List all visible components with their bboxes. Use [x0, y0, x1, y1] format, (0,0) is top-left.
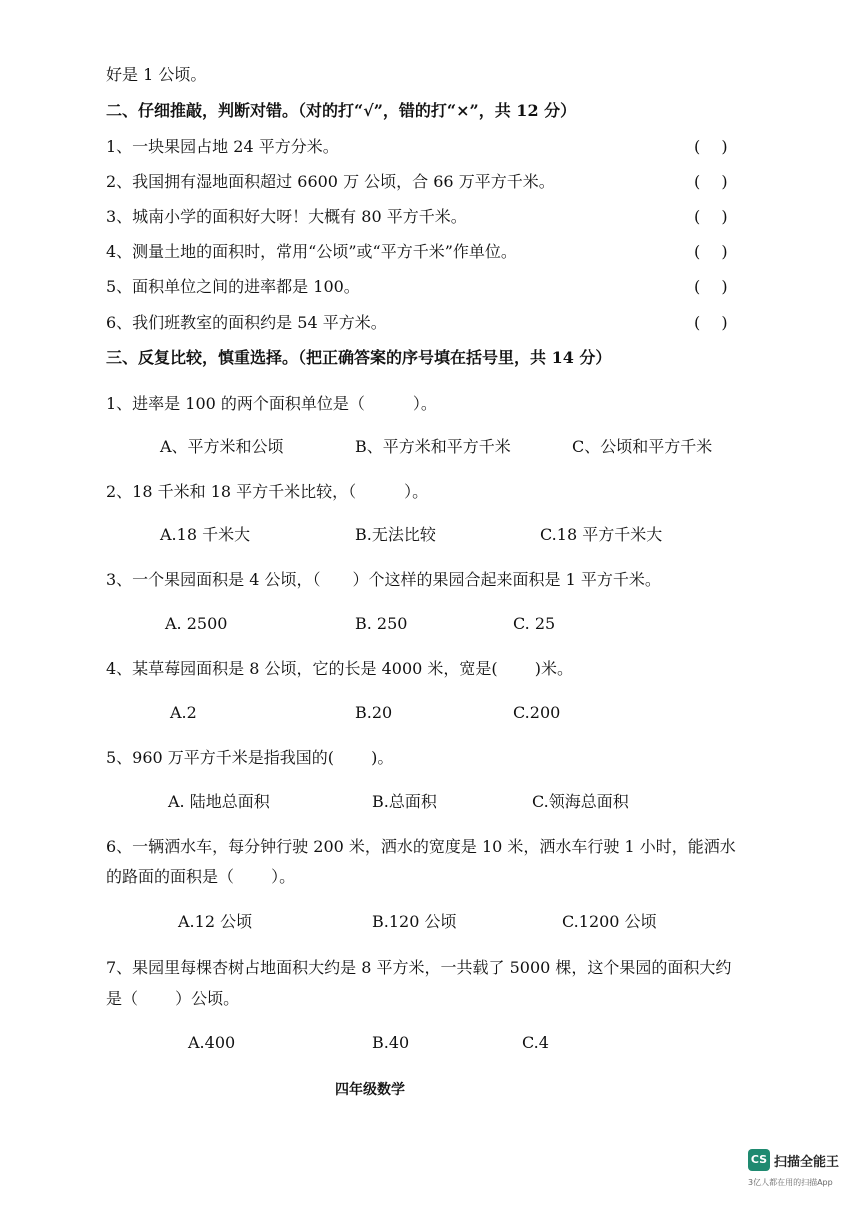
choice-question-5: 5、960 万平方千米是指我国的( )。 — [106, 748, 394, 767]
option-c[interactable]: C.1200 公顷 — [562, 912, 657, 931]
option-b[interactable]: B.20 — [355, 703, 393, 722]
watermark-name: 扫描全能王 — [774, 1155, 840, 1170]
page-footer: 四年级数学 — [335, 1082, 405, 1098]
option-b[interactable]: B. 250 — [355, 614, 408, 633]
section-heading-choice: 三、反复比较，慎重选择。（把正确答案的序号填在括号里，共 14 分） — [106, 348, 612, 367]
option-a[interactable]: A. 2500 — [165, 614, 228, 633]
option-b[interactable]: B.无法比较 — [355, 525, 436, 544]
section-heading-judgement: 二、仔细推敲，判断对错。（对的打“√”，错的打“×”，共 12 分） — [106, 101, 577, 120]
choice-question-4: 4、某草莓园面积是 8 公顷，它的长是 4000 米，宽是( )米。 — [106, 659, 573, 678]
option-c[interactable]: C. 25 — [513, 614, 556, 633]
judgement-item-6: 6、我们班教室的面积约是 54 平方米。 — [106, 313, 387, 332]
choice-question-6: 6、一辆洒水车，每分钟行驶 200 米，洒水的宽度是 10 米，洒水车行驶 1 小时，能洒水 — [106, 837, 736, 856]
watermark-tagline: 3亿人都在用的扫描App — [748, 1178, 833, 1187]
option-a[interactable]: A.2 — [170, 703, 197, 722]
option-c[interactable]: C.18 平方千米大 — [540, 525, 663, 544]
choice-question-7-cont: 是（ ）公顷。 — [106, 989, 240, 1008]
option-b[interactable]: B、平方米和平方千米 — [355, 437, 511, 456]
option-b[interactable]: B.120 公顷 — [372, 912, 457, 931]
option-b[interactable]: B.总面积 — [372, 792, 437, 811]
answer-paren[interactable]: ( ) — [694, 313, 728, 332]
option-c[interactable]: C.4 — [522, 1033, 549, 1052]
text-line: 好是 1 公顷。 — [106, 65, 207, 84]
option-a[interactable]: A、平方米和公顷 — [160, 437, 284, 456]
option-c[interactable]: C.领海总面积 — [532, 792, 629, 811]
choice-question-7: 7、果园里每棵杏树占地面积大约是 8 平方米，一共载了 5000 棵，这个果园的面积大约 — [106, 958, 732, 977]
judgement-item-1: 1、一块果园占地 24 平方分米。 — [106, 137, 339, 156]
choice-question-3: 3、一个果园面积是 4 公顷，（ ）个这样的果园合起来面积是 1 平方千米。 — [106, 570, 661, 589]
camscanner-logo-icon: CS — [748, 1149, 770, 1171]
option-a[interactable]: A.400 — [188, 1033, 236, 1052]
choice-question-2: 2、18 千米和 18 平方千米比较，（ ）。 — [106, 482, 429, 501]
choice-question-1: 1、进率是 100 的两个面积单位是（ ）。 — [106, 394, 437, 413]
option-c[interactable]: C、公顷和平方千米 — [572, 437, 713, 456]
answer-paren[interactable]: ( ) — [694, 277, 728, 296]
option-a[interactable]: A.18 千米大 — [160, 525, 251, 544]
option-c[interactable]: C.200 — [513, 703, 561, 722]
judgement-item-3: 3、城南小学的面积好大呀！大概有 80 平方千米。 — [106, 207, 467, 226]
judgement-item-2: 2、我国拥有湿地面积超过 6600 万 公顷，合 66 万平方千米。 — [106, 172, 555, 191]
judgement-item-5: 5、面积单位之间的进率都是 100。 — [106, 277, 360, 296]
choice-question-6-cont: 的路面的面积是（ ）。 — [106, 867, 296, 886]
answer-paren[interactable]: ( ) — [694, 137, 728, 156]
answer-paren[interactable]: ( ) — [694, 207, 728, 226]
answer-paren[interactable]: ( ) — [694, 172, 728, 191]
answer-paren[interactable]: ( ) — [694, 242, 728, 261]
option-a[interactable]: A. 陆地总面积 — [168, 792, 270, 811]
option-b[interactable]: B.40 — [372, 1033, 410, 1052]
scanner-watermark — [748, 1149, 860, 1219]
option-a[interactable]: A.12 公顷 — [178, 912, 253, 931]
judgement-item-4: 4、测量土地的面积时，常用“公顷”或“平方千米”作单位。 — [106, 242, 517, 261]
